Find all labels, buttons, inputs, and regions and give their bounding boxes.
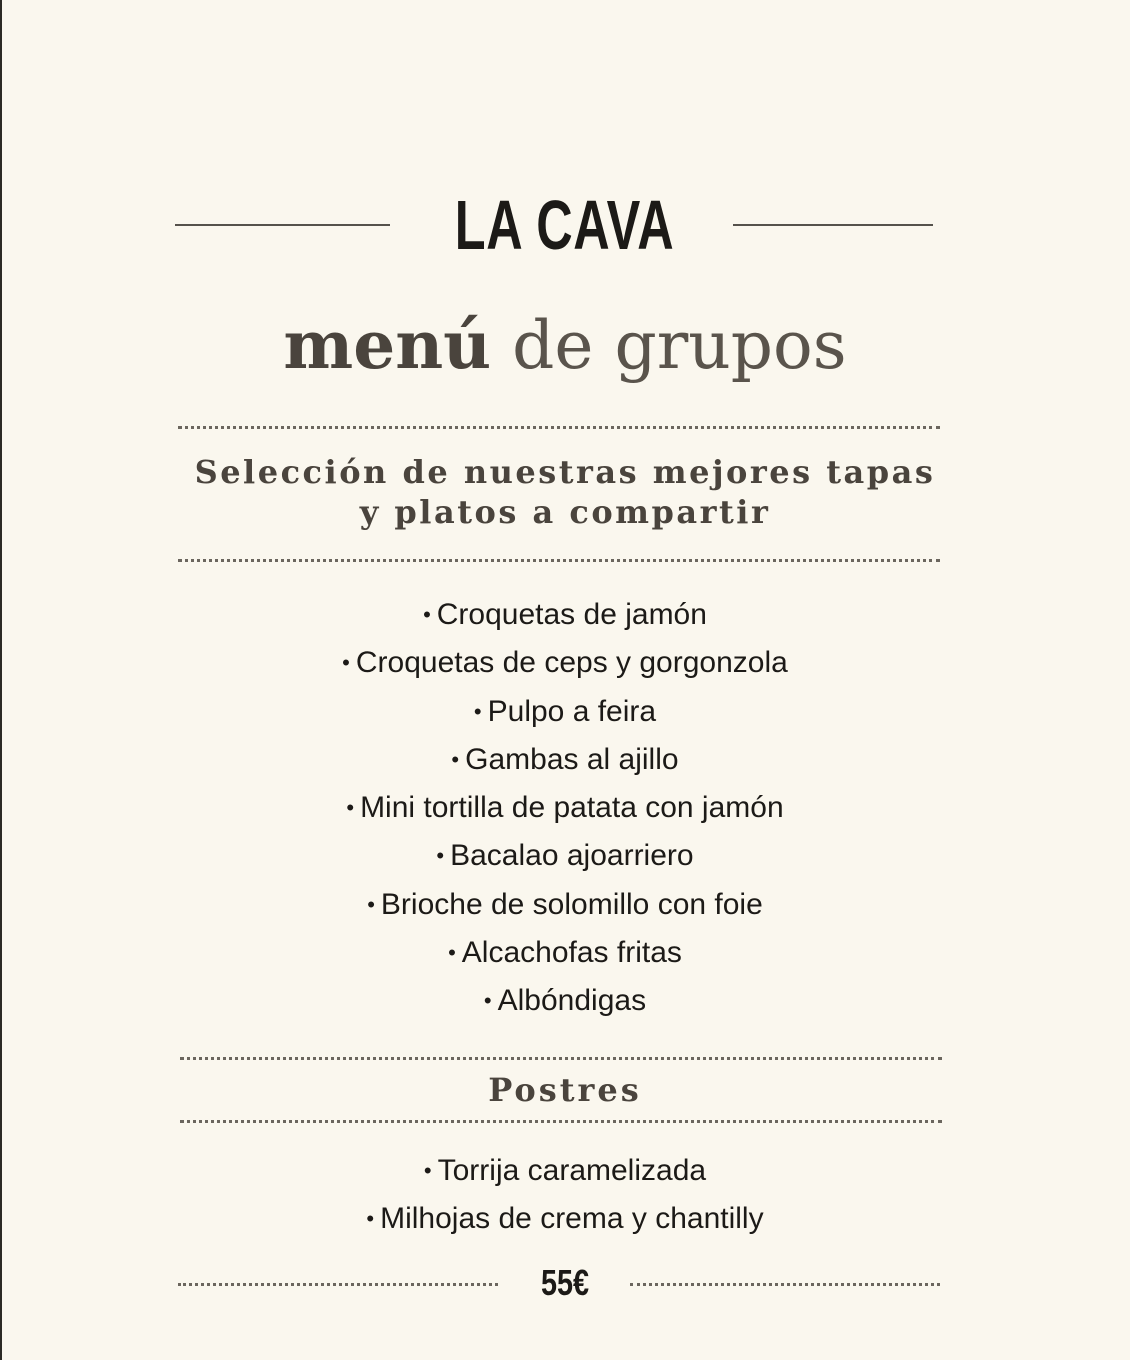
list-item: • Mini tortilla de patata con jamón [346, 791, 784, 825]
list-item: • Albóndigas [483, 984, 647, 1018]
bullet: • [342, 650, 350, 676]
menu-title-light: de grupos [512, 307, 847, 384]
list-item: • Bacalao ajoarriero [436, 839, 694, 873]
dotted-divider-postres-top [180, 1057, 942, 1060]
bullet: • [473, 698, 482, 724]
list-item: • Pulpo a feira [473, 694, 657, 728]
menu-price: 55€ [540, 1262, 590, 1303]
title-rule-right [733, 224, 933, 226]
postres-heading: Postres [488, 1071, 642, 1109]
bullet: • [346, 795, 355, 821]
list-item: • Croquetas de ceps y gorgonzola [342, 646, 788, 680]
dotted-divider-price-right [630, 1283, 940, 1286]
dotted-divider-top [178, 426, 940, 429]
bullet: • [451, 746, 460, 772]
bullet: • [366, 1205, 375, 1231]
list-item: • Brioche de solomillo con foie [367, 887, 763, 921]
bullet: • [367, 891, 375, 917]
bullet: • [423, 1158, 432, 1183]
list-item: • Torrija caramelizada [423, 1154, 707, 1187]
menu-title [0, 300, 1130, 391]
list-item: • Milhojas de crema y chantilly [366, 1201, 764, 1235]
tapas-list [0, 591, 1130, 1026]
list-item: • Gambas al ajillo [451, 742, 679, 776]
restaurant-name: LA CAVA [455, 186, 675, 264]
postres-list [0, 1147, 1130, 1242]
list-item: • Croquetas de jamón [423, 598, 707, 631]
intro-line-2: y platos a compartir [359, 493, 771, 531]
list-item: • Alcachofas fritas [448, 936, 682, 970]
intro-heading [0, 452, 1130, 532]
bullet: • [448, 940, 456, 966]
bullet: • [483, 988, 492, 1014]
menu-title-bold: menú [283, 306, 492, 384]
title-row [0, 180, 1130, 270]
dotted-divider-intro [178, 559, 940, 562]
intro-line-1: Selección de nuestras mejores tapas [194, 453, 936, 491]
bullet: • [423, 602, 431, 627]
dotted-divider-postres-bottom [180, 1120, 942, 1123]
bullet: • [436, 843, 445, 869]
